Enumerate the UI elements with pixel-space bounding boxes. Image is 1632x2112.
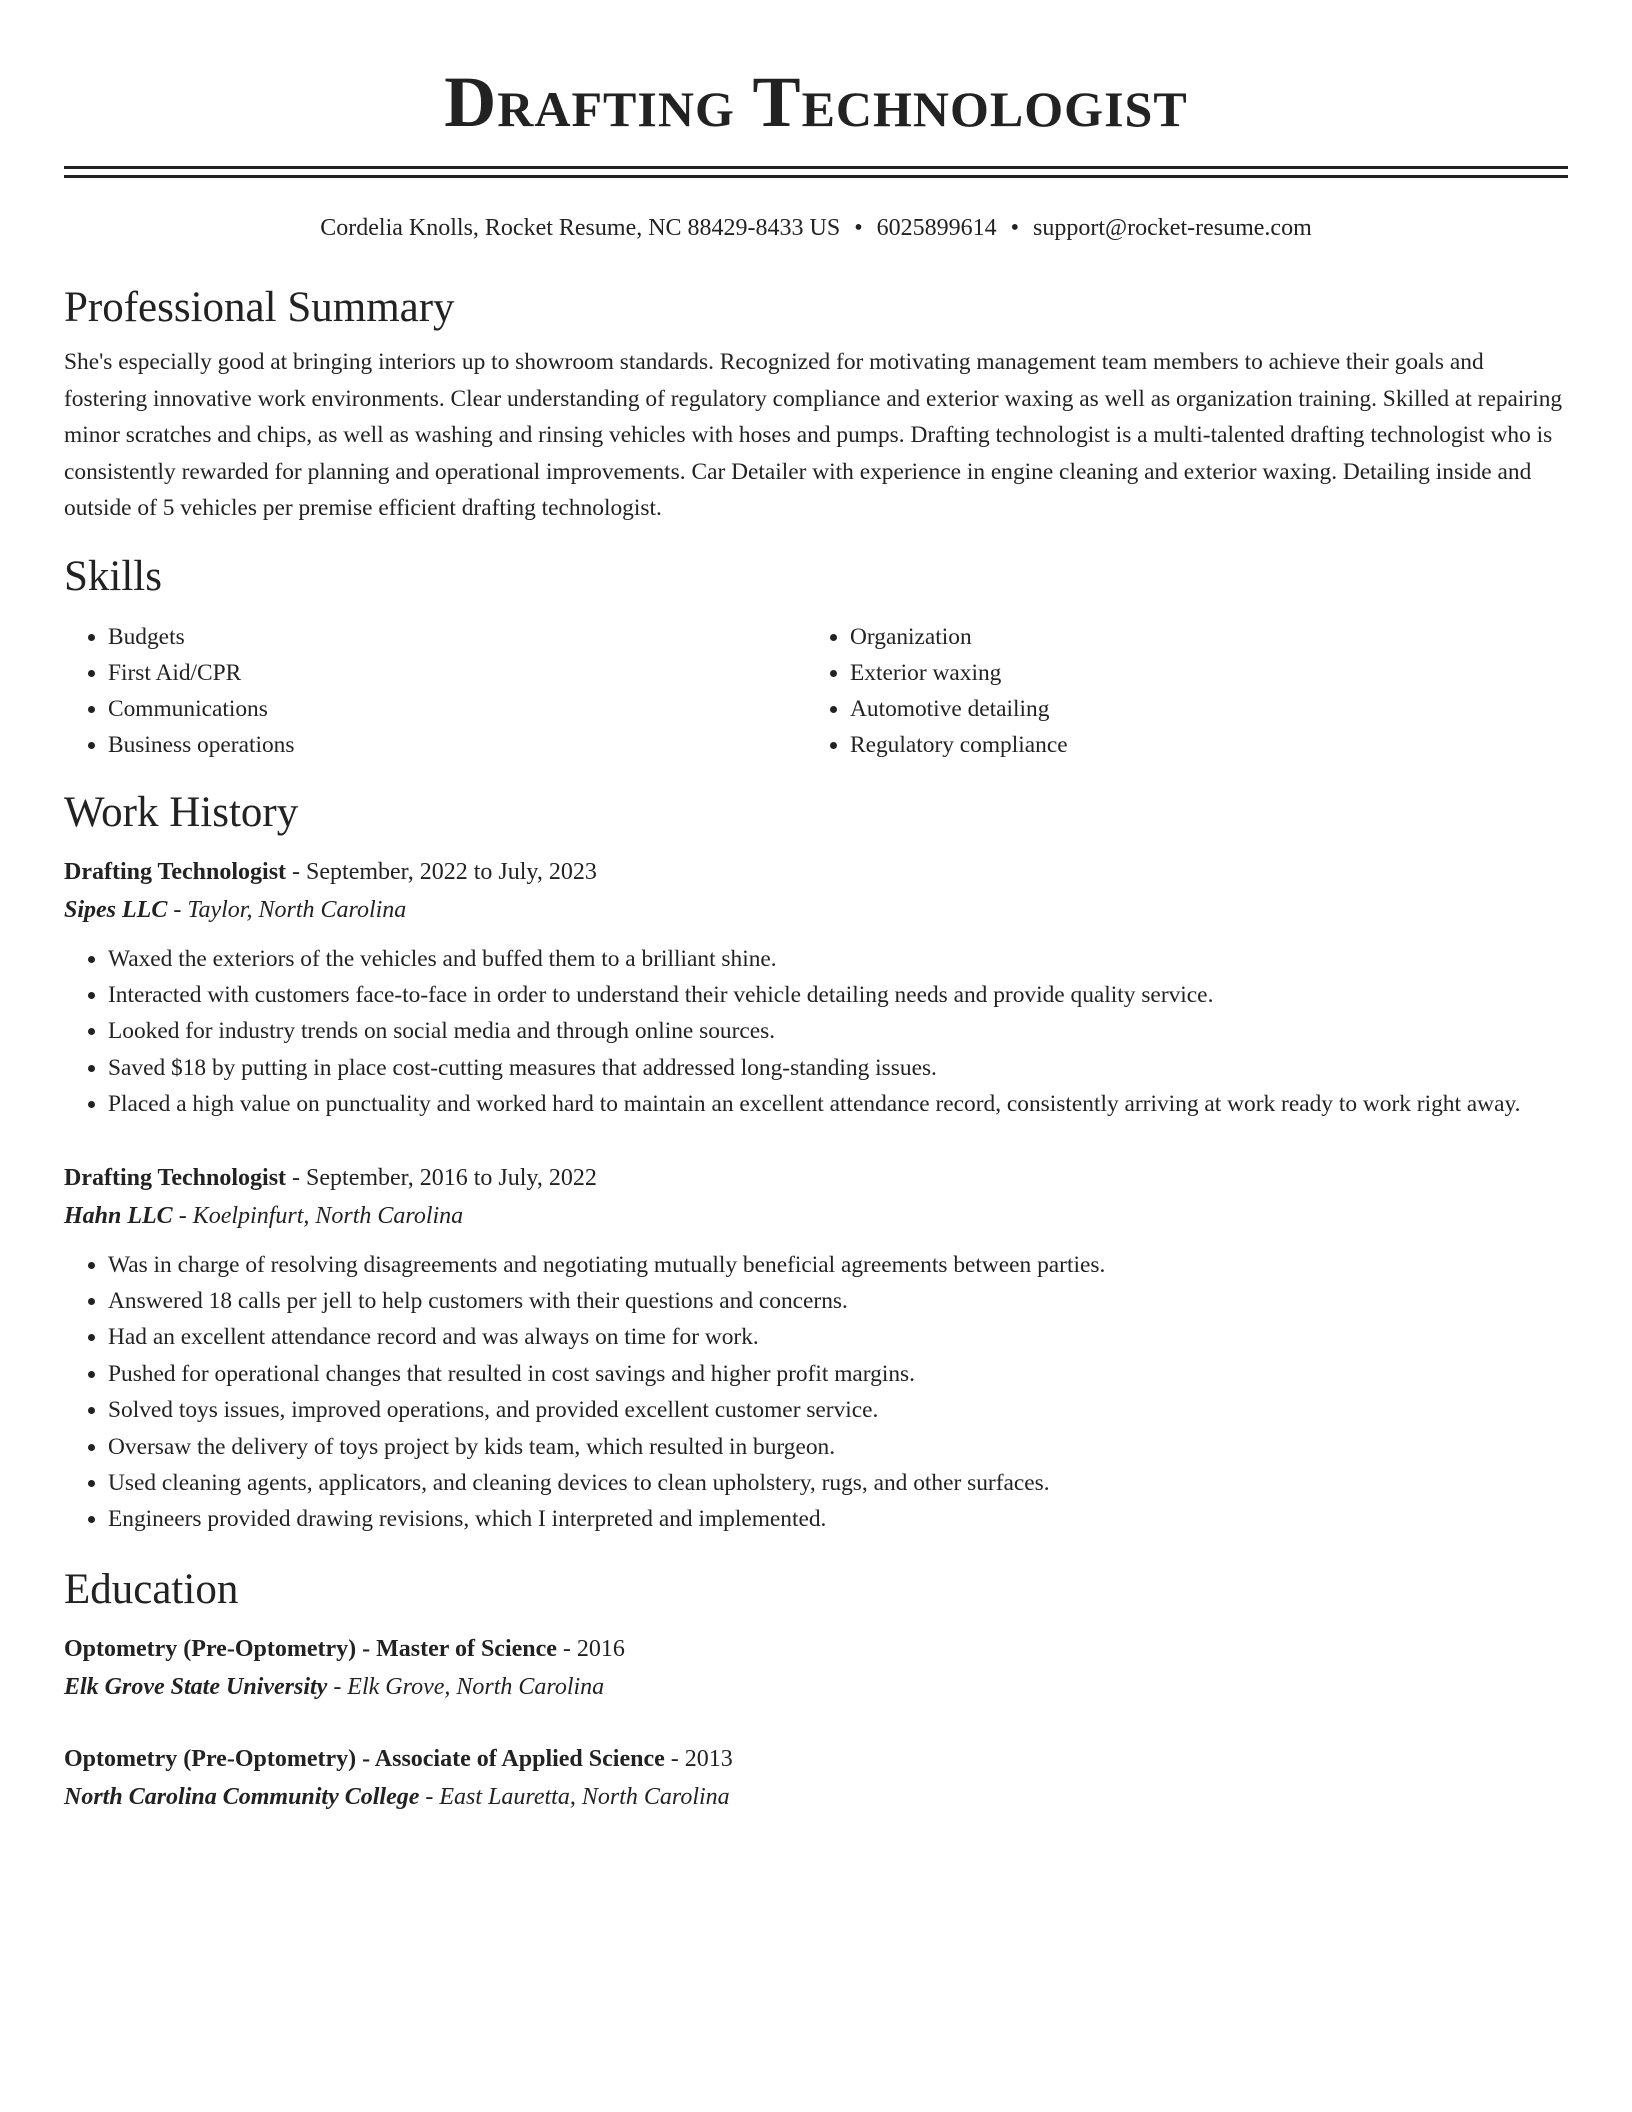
job-bullet: • Oversaw the delivery of toys project by kids team, which resulted in burgeon.	[108, 1429, 1568, 1465]
education-school: North Carolina Community College	[64, 1783, 420, 1810]
header-rule-top	[64, 166, 1568, 169]
skill-item: • Communications	[108, 691, 806, 727]
summary-text: She's especially good at bringing interiors up to showroom standards. Recognized for motivating management team members to achieve their goals and fostering innovative work environments. Clear understanding of regulatory compliance and exterior waxing as well as organization training. Skilled at repairing minor scratches and chips, as well as washing and rinsing vehicles with hoses and pumps. Drafting technologist is a multi-talented drafting technologist who is consistently rewarded for planning and operational improvements. Car Detailer with experience in engine cleaning and exterior waxing. Detailing inside and outside of 5 vehicles per premise efficient drafting technologist.	[64, 349, 1563, 521]
education-school-line	[64, 1668, 1568, 1706]
job-bullet: • Placed a high value on punctuality and worked hard to maintain an excellent attendance record, consistently arriving at work ready to work right away.	[108, 1086, 1568, 1122]
skills-heading: Skills	[64, 552, 162, 600]
job-bullets	[64, 1247, 1568, 1538]
job-bullet: • Was in charge of resolving disagreements and negotiating mutually beneficial agreements between parties.	[108, 1247, 1568, 1283]
header-rule-bottom	[64, 175, 1568, 178]
job-bullet: • Had an excellent attendance record and was always on time for work.	[108, 1319, 1568, 1355]
work-history-heading: Work History	[64, 788, 299, 836]
resume-page	[64, 0, 1568, 1816]
education-heading: Education	[64, 1565, 239, 1613]
job-bullet: • Solved toys issues, improved operations, and provided excellent customer service.	[108, 1392, 1568, 1428]
skills-list	[64, 619, 1568, 763]
education-degree: Optometry (Pre-Optometry) - Master of Science	[64, 1635, 557, 1662]
job-location: - Taylor, North Carolina	[167, 896, 407, 923]
job-company-line	[64, 891, 1568, 929]
skill-item: • Organization	[850, 619, 1566, 655]
job-bullet: • Interacted with customers face-to-face in order to understand their vehicle detailing needs and provide quality service.	[108, 977, 1568, 1013]
job-bullet: • Engineers provided drawing revisions, which I interpreted and implemented.	[108, 1501, 1568, 1537]
skill-item: • Budgets	[108, 619, 806, 655]
job-dates: - September, 2016 to July, 2022	[286, 1164, 597, 1191]
education-location: - East Lauretta, North Carolina	[419, 1783, 730, 1810]
job-bullet: • Used cleaning agents, applicators, and cleaning devices to clean upholstery, rugs, and other surfaces.	[108, 1465, 1568, 1501]
job-location: - Koelpinfurt, North Carolina	[172, 1202, 464, 1229]
job-title: Drafting Technologist	[64, 1164, 287, 1191]
education-degree-line	[64, 1740, 1568, 1778]
job-bullet: • Waxed the exteriors of the vehicles and buffed them to a brilliant shine.	[108, 941, 1568, 977]
skill-item: • Exterior waxing	[850, 655, 1566, 691]
job-company-line	[64, 1197, 1568, 1235]
skills-column-right	[806, 619, 1566, 763]
education-year: - 2016	[556, 1635, 625, 1662]
summary-heading: Professional Summary	[64, 284, 455, 331]
contact-address: Cordelia Knolls, Rocket Resume, NC 88429-8433 US	[320, 215, 841, 241]
contact-separator: •	[1010, 215, 1020, 241]
job-title: Drafting Technologist	[64, 858, 287, 885]
job-bullets	[64, 941, 1568, 1123]
skill-item: • Automotive detailing	[850, 691, 1566, 727]
job-company: Hahn LLC	[64, 1202, 173, 1229]
skills-column-left	[64, 619, 806, 763]
job-bullet: • Answered 18 calls per jell to help customers with their questions and concerns.	[108, 1283, 1568, 1319]
education-location: - Elk Grove, North Carolina	[327, 1673, 605, 1700]
job-dates: - September, 2022 to July, 2023	[286, 858, 597, 885]
education-entry	[64, 1630, 1568, 1706]
job-bullet: • Looked for industry trends on social media and through online sources.	[108, 1013, 1568, 1049]
skill-item: • First Aid/CPR	[108, 655, 806, 691]
job-bullet: • Pushed for operational changes that resulted in cost savings and higher profit margins.	[108, 1356, 1568, 1392]
job-title-line	[64, 853, 1568, 891]
education-entry	[64, 1740, 1568, 1816]
job-entry	[64, 1159, 1568, 1538]
contact-line	[64, 212, 1568, 244]
job-title-line	[64, 1159, 1568, 1197]
job-bullet: • Saved $18 by putting in place cost-cutting measures that addressed long-standing issues.	[108, 1050, 1568, 1086]
skill-item: • Business operations	[108, 727, 806, 763]
job-company: Sipes LLC	[64, 896, 168, 923]
education-school: Elk Grove State University	[64, 1673, 328, 1700]
job-entry	[64, 853, 1568, 1123]
education-school-line	[64, 1778, 1568, 1816]
education-degree-line	[64, 1630, 1568, 1668]
contact-phone: 6025899614	[876, 215, 997, 241]
education-degree: Optometry (Pre-Optometry) - Associate of Applied Science	[64, 1745, 665, 1772]
skill-item: • Regulatory compliance	[850, 727, 1566, 763]
contact-separator: •	[854, 215, 863, 241]
education-year: - 2013	[664, 1745, 733, 1772]
resume-name: Drafting Technologist	[444, 62, 1188, 142]
contact-email[interactable]: support@rocket-resume.com	[1033, 215, 1312, 241]
